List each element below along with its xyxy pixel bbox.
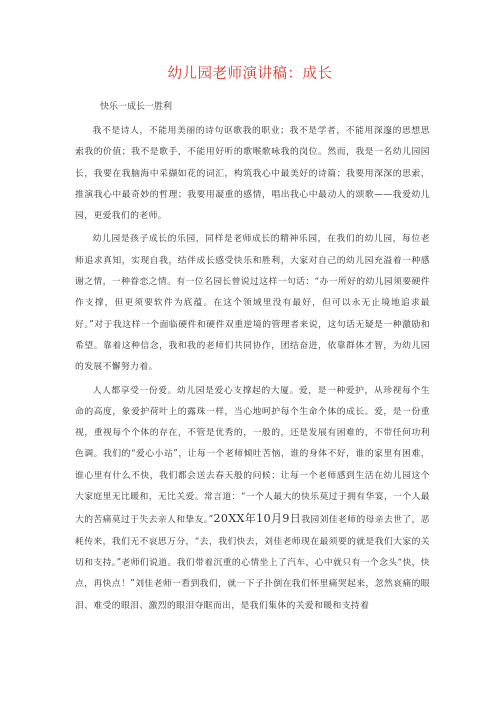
paragraph-2: 幼儿园是孩子成长的乐园，同样是老师成长的精神乐园，在我们的幼儿园，每位老师追求真知，实现自我，结伴成长感受快乐和胜利，大家对自己的幼儿园充溢着一种感谢之情，一种眷恋之情。有一位名园长曾说过这样一句话：“办一所好的幼儿园须要硬件作支撑，但更须要软件为底蕴。在这个领域里没有最好，但可以永无止境地追求最好。”对于我这样一个面临硬件和硬件双重逆境的管理者来说，这句话无疑是一种激励和希望。靠着这种信念，我和我的老师们共同协作，团结奋进，依靠群体才智，为幼儿园的发展不懈努力着。: [75, 234, 430, 373]
date-text: 20XX年10月9日: [213, 512, 302, 526]
document-body: [75, 121, 430, 619]
paragraph-1: 我不是诗人，不能用美丽的诗句讴歌我的职业；我不是学者，不能用深邃的思想思索我的价值；我不是歌手，不能用好听的歌喉歌咏我的岗位。然而，我是一名幼儿园园长，我要在我脑海中采撷如花的词汇，构筑我心中最美好的诗篇；我要用深深的思索，推演我心中最奇妙的哲理；我要用凝重的感情，唱出我心中最动人的颂歌——我爱幼儿园，更爱我们的老师。: [75, 126, 430, 222]
document-subtitle: 快乐一成长一胜利: [100, 102, 173, 112]
document-title: 幼儿园老师演讲稿：成长: [167, 66, 333, 82]
paragraph-3: [75, 381, 430, 617]
paragraph-3-tail: 我园刘佳老师的母亲去世了，恶耗传来，我们无不哀思万分，“去，我们快去，刘佳老师现在最须要的就是我们大家的关切和支持。”老师们说道。我们带着沉重的心情坐上了汽车，心中就只有一个念头“快，快点，再快点！”刘佳老师一看到我们，就一下子扑倒在我们怀里痛哭起来，忽然哀痛的眼泪、难受的眼泪、激烈的眼泪夺眶而出，是我们集体的关爱和暖和支持着: [75, 515, 431, 611]
paragraph-3-text: 人人都享受一份爱。幼儿园是爱心支撑起的大厦。爱，是一种爱护，从珍视每个生命的高度，象爱护荷叶上的露珠一样，当心地呵护每个生命个体的成长。爱，是一份重视，重视每个个体的存在，不管是优秀的，一般的，还是发展有困难的，不带任何功利色调。我们的“爱心小站”，让每一个老师倾吐苦恼，谁的身体不好，谁的家里有困难，谁心里有什么不快，我们都会送去春天般的问候；让每一个老师感到生活在幼儿园这个大家庭里无比暖和，无比关爱。常言道：“一个人最大的快乐莫过于拥有华宴，一个人最大的苦痛莫过于失去亲人和挚友。”: [75, 385, 430, 526]
